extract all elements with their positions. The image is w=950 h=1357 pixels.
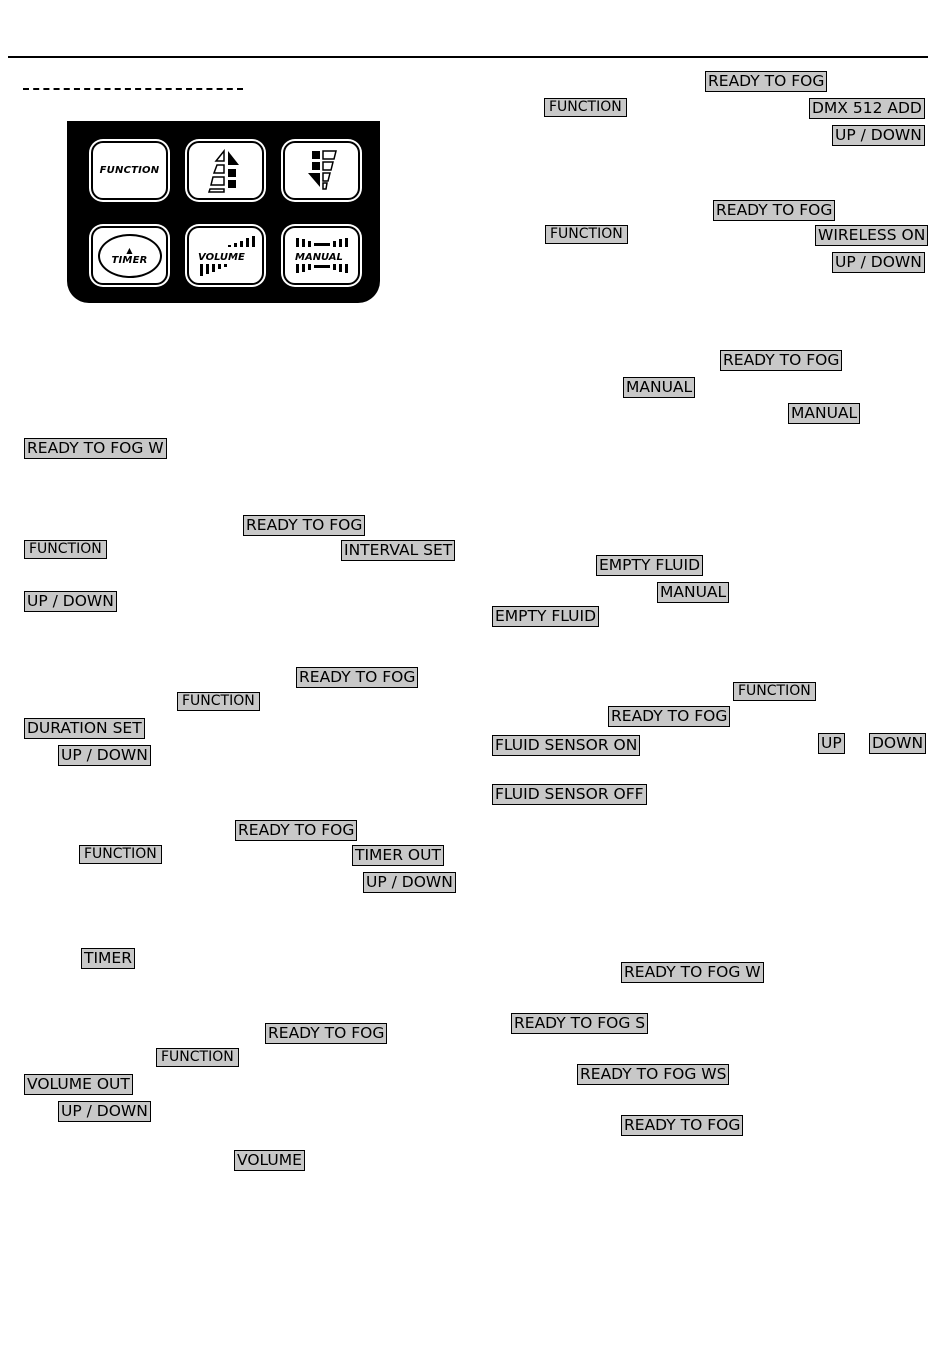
volume-key-label: VOLUME [234, 1150, 305, 1171]
function-key-label: FUNCTION [79, 845, 162, 864]
function-key-label: FUNCTION [544, 98, 627, 117]
function-key-label: FUNCTION [177, 692, 260, 711]
display-wireless-on: WIRELESS ON [815, 225, 928, 246]
manual-key-label: MANUAL [788, 403, 860, 424]
display-duration-set: DURATION SET [24, 718, 145, 739]
function-button[interactable] [91, 141, 168, 200]
display-fluid-sensor-off: FLUID SENSOR OFF [492, 784, 647, 805]
up-key-label: UP [818, 733, 845, 754]
manual-button[interactable] [283, 226, 360, 285]
timer-button[interactable] [91, 226, 168, 285]
down-button[interactable] [283, 141, 360, 200]
display-empty-fluid: EMPTY FLUID [492, 606, 599, 627]
display-ready-to-fog: READY TO FOG [705, 71, 827, 92]
up-down-key-label: UP / DOWN [58, 1101, 151, 1122]
up-down-key-label: UP / DOWN [58, 745, 151, 766]
display-ready-to-fog: READY TO FOG [235, 820, 357, 841]
display-ready-to-fog: READY TO FOG [296, 667, 418, 688]
up-down-key-label: UP / DOWN [832, 125, 925, 146]
volume-button-label: VOLUME [197, 251, 245, 263]
display-ready-to-fog-s: READY TO FOG S [511, 1013, 648, 1034]
manual-key-label: MANUAL [657, 582, 729, 603]
down-key-label: DOWN [869, 733, 926, 754]
header-rule [8, 56, 928, 58]
display-ready-to-fog: READY TO FOG [265, 1023, 387, 1044]
remote-control-panel [67, 121, 380, 303]
up-down-key-label: UP / DOWN [24, 591, 117, 612]
function-key-label: FUNCTION [24, 540, 107, 559]
manual-key-label: MANUAL [623, 377, 695, 398]
volume-button[interactable] [187, 226, 264, 285]
manual-icon [290, 232, 354, 280]
up-down-key-label: UP / DOWN [363, 872, 456, 893]
timer-key-label: TIMER [81, 948, 135, 969]
timer-button-label: TIMER [111, 254, 148, 266]
display-timer-out: TIMER OUT [352, 845, 444, 866]
display-ready-to-fog: READY TO FOG [720, 350, 842, 371]
display-ready-to-fog-ws: READY TO FOG WS [577, 1064, 729, 1085]
decrease-output-icon [304, 149, 340, 193]
display-volume-out: VOLUME OUT [24, 1074, 133, 1095]
display-ready-to-fog: READY TO FOG [243, 515, 365, 536]
display-ready-to-fog: READY TO FOG [608, 706, 730, 727]
increase-output-icon [208, 149, 244, 193]
display-interval-set: INTERVAL SET [341, 540, 455, 561]
display-fluid-sensor-on: FLUID SENSOR ON [492, 735, 640, 756]
function-key-label: FUNCTION [156, 1048, 239, 1067]
volume-icon [194, 232, 258, 280]
up-down-key-label: UP / DOWN [832, 252, 925, 273]
display-ready-to-fog: READY TO FOG [713, 200, 835, 221]
manual-button-label: MANUAL [294, 251, 343, 263]
timer-icon [98, 234, 162, 278]
display-ready-to-fog-w: READY TO FOG W [24, 438, 167, 459]
display-dmx-512-add: DMX 512 ADD [809, 98, 925, 119]
function-button-label: FUNCTION [99, 165, 160, 176]
up-button[interactable] [187, 141, 264, 200]
display-empty-fluid: EMPTY FLUID [596, 555, 703, 576]
section-underline [23, 88, 243, 90]
display-ready-to-fog: READY TO FOG [621, 1115, 743, 1136]
function-key-label: FUNCTION [545, 225, 628, 244]
display-ready-to-fog-w: READY TO FOG W [621, 962, 764, 983]
triangle-up-icon: ▲ [126, 245, 133, 255]
function-key-label: FUNCTION [733, 682, 816, 701]
